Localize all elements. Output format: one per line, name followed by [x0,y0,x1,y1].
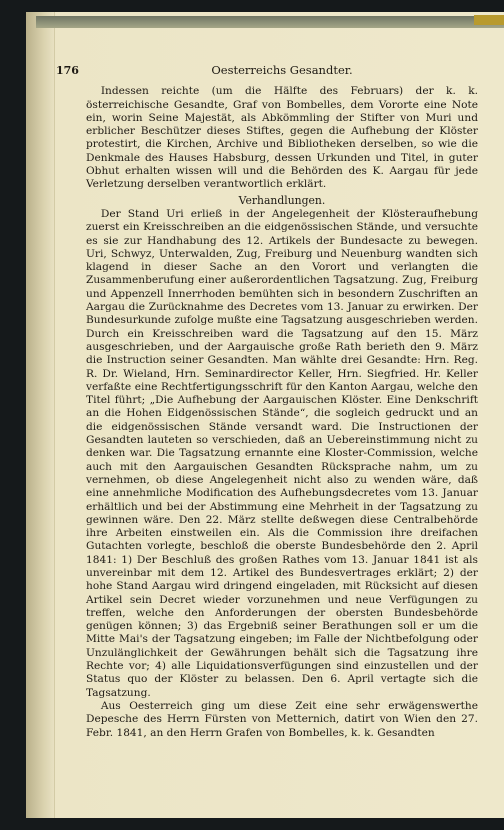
running-head: Oesterreichs Gesandter. [211,63,353,77]
section-heading: Verhandlungen. [238,193,326,207]
paragraph-metternich-depesche: Aus Oesterreich ging um diese Zeit eine sehr erwägenswerthe Depesche des Herrn Fürsten von Metternich, datirt von Wien den 27. Febr. 1841, an den Herrn Grafen von Bombelles, k. k. Gesandten [86,699,478,739]
page-text-block [56,56,478,796]
page-number: 176 [56,64,79,77]
book-gutter [26,12,55,818]
paragraph-verhandlungen: Der Stand Uri erließ in der Angelegenheit der Klösteraufhebung zuerst ein Kreisschreiben an die eidgenössischen Stände, und versuchte es sie zur Handhabung des 12. Artikels der Bundesacte zu bewegen. Uri, Schwyz, Unterwalden, Zug, Freiburg und Neuenburg wandten sich klagend in dieser Sache an den Vorort und verlangten die Zusammenberufung einer außerordentlichen Tagsatzung. Zug, Freiburg und Appenzell Innerrhoden bemühten sich in besondern Zuschriften an Aargau die Zurücknahme des Decretes vom 13. Januar zu erwirken. Der Bundesurkunde zufolge mußte eine Tagsatzung ausgeschrieben werden. Durch ein Kreisschreiben ward die Tagsatzung auf den 15. März ausgeschrieben, und der Aargauische große Rath berieth den 9. März die Instruction seiner Gesandten. Man wählte drei Gesandte: Hrn. Reg. R. Dr. Wieland, Hrn. Seminardirector Keller, Hrn. Siegfried. Hr. Keller verfaßte eine Rechtfertigungsschrift für den Kanton Aargau, welche den Titel führt; „Die Aufhebung der Aargauischen Klöster. Eine Denkschrift an die Hohen Eidgenössischen Stände“, die sogleich gedruckt und an die eidgenössischen Stände versandt ward. Die Instructionen der Gesandten lauteten so verschieden, daß an Uebereinstimmung nicht zu denken war. Die Tagsatzung ernannte eine Kloster-Commission, welche auch mit den Aargauischen Gesandten Rücksprache nahm, um zu vernehmen, ob diese Angelegenheit nicht also zu wenden wäre, daß eine annehmliche Modification des Aufhebungsdecretes vom 13. Januar erhältlich und bei der Abstimmung eine Mehrheit in der Tagsatzung zu gewinnen wäre. Den 22. März stellte deßwegen diese Centralbehörde ihre Arbeiten einstweilen ein. Als die Commission ihre dreifachen Gutachten vorlegte, beschloß die oberste Bundesbehörde den 2. April 1841: 1) Der Beschluß des großen Rathes vom 13. Januar 1841 ist als unvereinbar mit dem 12. Artikel des Bundesvertrages erklärt; 2) der hohe Stand Aargau wird dringend eingeladen, mit Rücksicht auf diesen Artikel sein Decret wieder vorzunehmen und neue Verfügungen zu treffen, welche den Anforderungen der obersten Bundesbehörde genügen können; 3) das Ergebniß seiner Berathungen soll er um die Mitte Mai's der Tagsatzung eingeben; im Falle der Nichtbefolgung oder Unzulänglichkeit der Gewährungen behält sich die Tagsatzung ihre Rechte vor; 4) alle Liquidationsverfügungen sind einzustellen und der Status quo der Klöster zu belassen. Den 6. April vertagte sich die Tagsatzung. [86,207,478,699]
book-top-edge [36,16,504,28]
book-top-edge-gilt [474,15,504,25]
paragraph-bombelles-note: Indessen reichte (um die Hälfte des Februars) der k. k. österreichische Gesandte, Graf von Bombelles, dem Vororte eine Note ein, worin Seine Majestät, als Abkömmling der Stifter von Muri und erblicher Beschützer dieses Stiftes, gegen die Aufhebung der Klöster protestirt, die Kirchen, Archive und Bibliotheken derselben, so wie die Denkmale des Hauses Habsburg, dessen Urkunden und Titel, in guter Obhut erhalten wissen will und die Behörden des K. Aargau für jede Verletzung derselben verantwortlich erklärt. [86,85,478,191]
